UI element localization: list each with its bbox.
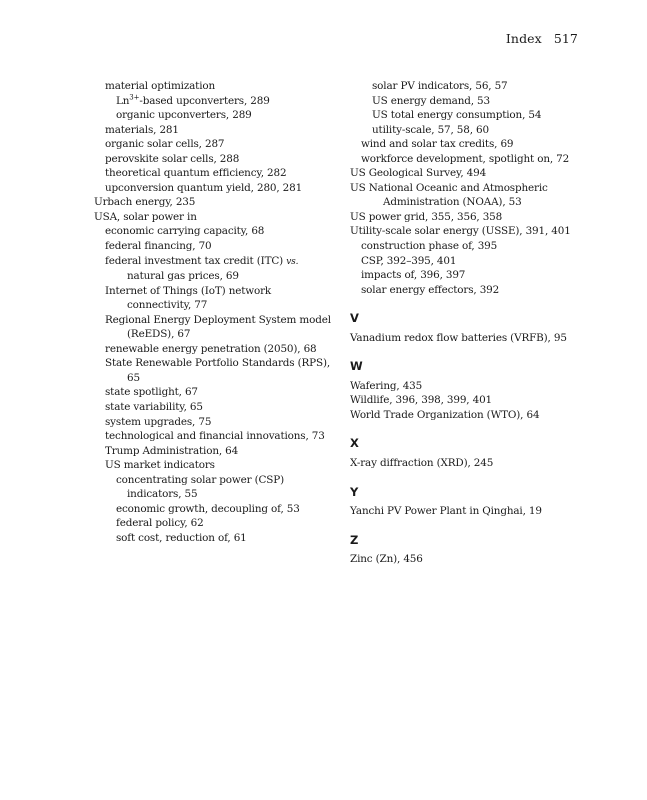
index-entry-ln-upconverters: $Ln^{3+}$-based upconverters, 289 xyxy=(116,93,270,107)
index-entry: material optimization xyxy=(105,80,216,92)
index-entry: US National Oceanic and Atmospheric xyxy=(350,181,548,194)
index-entry: upconversion quantum yield, 280, 281 xyxy=(105,181,303,194)
index-entry: solar energy effectors, 392 xyxy=(361,283,500,296)
index-entry-itc: federal investment tax credit (ITC) vs. xyxy=(105,254,299,267)
index-entry: USA, solar power in xyxy=(94,210,197,223)
index-entry: Regional Energy Deployment System model xyxy=(105,313,331,326)
index-entry: organic upconverters, 289 xyxy=(116,109,252,122)
index-entry: US Geological Survey, 494 xyxy=(350,167,487,180)
index-entry: CSP, 392–395, 401 xyxy=(361,254,457,267)
index-entry-continuation: (ReEDS), 67 xyxy=(127,328,191,341)
index-entry: economic growth, decoupling of, 53 xyxy=(116,502,300,515)
index-entry: system upgrades, 75 xyxy=(105,415,212,428)
index-entry: State Renewable Portfolio Standards (RPS), xyxy=(105,357,331,370)
index-entry-continuation: Administration (NOAA), 53 xyxy=(383,196,522,209)
index-entry: perovskite solar cells, 288 xyxy=(105,152,240,165)
index-entry: utility-scale, 57, 58, 60 xyxy=(372,123,489,136)
index-entry: Yanchi PV Power Plant in Qinghai, 19 xyxy=(350,505,542,518)
index-entry: X-ray diffraction (XRD), 245 xyxy=(350,457,494,470)
index-entry: soft cost, reduction of, 61 xyxy=(116,531,247,544)
page-number: 517 xyxy=(553,31,578,46)
index-entry: economic carrying capacity, 68 xyxy=(105,225,265,238)
index-entry: technological and financial innovations, 73 xyxy=(105,430,325,443)
section-title: Index xyxy=(505,31,542,46)
index-entry: US energy demand, 53 xyxy=(372,94,490,107)
index-entry: Utility-scale solar energy (USSE), 391, 401 xyxy=(350,225,571,238)
index-entry: state spotlight, 67 xyxy=(105,386,198,399)
index-entry: renewable energy penetration (2050), 68 xyxy=(105,342,317,355)
index-entry: Vanadium redox flow batteries (VRFB), 95 xyxy=(350,331,567,344)
index-entry: federal policy, 62 xyxy=(116,517,204,530)
index-entry: theoretical quantum efficiency, 282 xyxy=(105,167,287,180)
index-entry: construction phase of, 395 xyxy=(361,240,498,253)
index-entry: Urbach energy, 235 xyxy=(94,196,196,209)
section-letter-v: V xyxy=(350,311,359,326)
index-entry-continuation: 65 xyxy=(127,371,140,384)
index-entry: US market indicators xyxy=(105,459,215,472)
index-entry: World Trade Organization (WTO), 64 xyxy=(350,408,540,421)
index-entry: workforce development, spotlight on, 72 xyxy=(361,152,570,165)
index-entry: Zinc (Zn), 456 xyxy=(350,553,423,566)
index-entry: federal financing, 70 xyxy=(105,240,212,253)
index-entry: impacts of, 396, 397 xyxy=(361,269,466,282)
index-entry: solar PV indicators, 56, 57 xyxy=(372,80,508,92)
running-head xyxy=(506,31,578,46)
index-entry: Wildlife, 396, 398, 399, 401 xyxy=(350,394,492,407)
section-letter-y: Y xyxy=(350,484,359,499)
section-letter-x: X xyxy=(350,436,359,451)
index-entry-continuation: connectivity, 77 xyxy=(127,299,208,312)
index-entry: state variability, 65 xyxy=(105,401,203,414)
section-letter-w: W xyxy=(350,359,363,374)
index-column-left xyxy=(94,79,340,546)
index-entry-continuation: natural gas prices, 69 xyxy=(127,270,239,283)
index-column-right xyxy=(350,79,586,567)
index-entry: US power grid, 355, 356, 358 xyxy=(350,210,503,223)
index-entry: organic solar cells, 287 xyxy=(105,138,225,151)
index-entry: materials, 281 xyxy=(105,123,179,136)
index-entry: Trump Administration, 64 xyxy=(105,444,239,457)
index-entry: concentrating solar power (CSP) xyxy=(116,473,285,486)
section-letter-z: Z xyxy=(350,532,359,547)
index-entry: Wafering, 435 xyxy=(350,379,423,392)
index-entry: wind and solar tax credits, 69 xyxy=(361,138,514,151)
index-entry: US total energy consumption, 54 xyxy=(372,109,542,122)
index-entry: Internet of Things (IoT) network xyxy=(105,284,272,297)
index-entry-continuation: indicators, 55 xyxy=(127,488,198,501)
